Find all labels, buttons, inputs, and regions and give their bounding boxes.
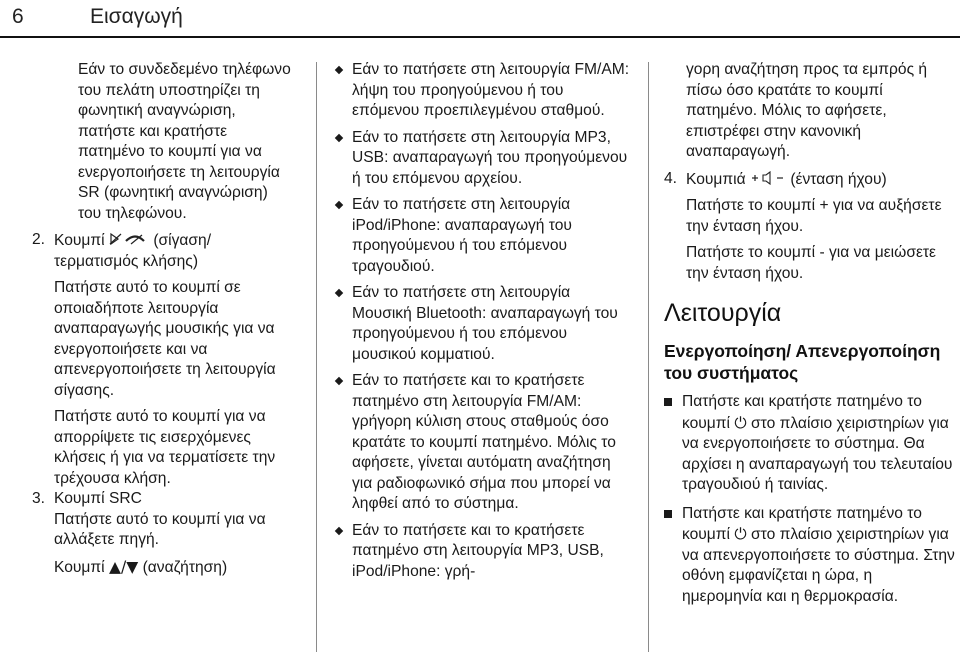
list-item: Πατήστε και κρατήστε πατημένο το κουμπί ⏻ στο πλαίσιο χειριστηρίων για να ενεργοποιήσετε το σύστημα. Θα αρχίσει η αναπαραγωγή του τελευταίου τραγουδιού ή ταινίας. <box>664 392 956 496</box>
list-item: Εάν το πατήσετε στη λειτουργία MP3, USB: αναπαραγωγή του προηγούμενου ή του επόμενου αρχείου. <box>336 128 632 190</box>
square-bullet-icon <box>664 398 672 406</box>
intro-paragraph: Εάν το συνδεδεμένο τηλέφωνο του πελάτη υποστηρίζει τη φωνητική αναγνώριση, πατήστε και κρατήστε πατημένο το κουμπί για να ενεργοποιήσετε τη λειτουργία SR (φωνητική αναγνώριση) του τηλεφώνου. <box>78 61 291 222</box>
volume-plus-minus-icon <box>750 169 786 190</box>
page-number: 6 <box>12 5 24 28</box>
column-divider-1 <box>316 62 317 652</box>
chapter-title: Εισαγωγή <box>90 5 183 28</box>
seek-continuation: γορη αναζήτηση προς τα εμπρός ή πίσω όσο κρατάτε το κουμπί πατημένο. Μόλις το αφήσετε, επιστρέφει στην κανονική αναπαραγωγή. <box>686 61 928 160</box>
list-item: Εάν το πατήσετε και το κρατήσετε πατημένο στη λειτουργία MP3, USB, iPod/iPhone: γρή- <box>336 521 632 583</box>
item-3-paragraph-2: Κουμπί ▲/▼ (αναζήτηση) <box>54 557 228 576</box>
item-4-paragraph-2: Πατήστε το κουμπί - για να μειώσετε την ένταση ήχου. <box>686 244 937 282</box>
diamond-bullet-icon <box>335 526 343 534</box>
diamond-bullet-icon <box>335 377 343 385</box>
diamond-bullet-icon <box>335 66 343 74</box>
diamond-bullet-icon <box>335 133 343 141</box>
column-divider-2 <box>648 62 649 652</box>
column-3 <box>664 60 956 615</box>
item-2-paragraph-1: Πατήστε αυτό το κουμπί σε οποιαδήποτε λειτουργία αναπαραγωγής μουσικής για να ενεργοποιήσετε και να απενεργοποιήσετε τη λειτουργία σίγασης. <box>54 279 276 399</box>
diamond-bullet-icon <box>335 201 343 209</box>
column-1 <box>32 60 294 578</box>
list-item: Εάν το πατήσετε στη λειτουργία iPod/iPhone: αναπαραγωγή του προηγούμενου ή του επόμενου τραγουδιού. <box>336 195 632 277</box>
list-item: Εάν το πατήσετε και το κρατήσετε πατημένο στη λειτουργία FM/AM: γρήγορη κύλιση στους σταθμούς όσο κρατάτε το κουμπί πατημένο. Μόλις το αφήσετε, γίνεται αυτόματη αναζήτηση για ραδιοφωνικό σήμα που μπορεί να ληφθεί από το σύστημα. <box>336 371 632 515</box>
list-item: Εάν το πατήσετε στη λειτουργία Μουσική Bluetooth: αναπαραγωγή του προηγούμενου ή του επόμενου μουσικού κομματιού. <box>336 283 632 365</box>
power-icon: ⏻ <box>734 525 747 543</box>
item-4-heading: 4. Κουμπιά (ένταση ήχου) <box>664 169 887 188</box>
header-rule <box>0 36 960 38</box>
power-icon: ⏻ <box>734 413 747 432</box>
list-item: Πατήστε και κρατήστε πατημένο το κουμπί ⏻ στο πλαίσιο χειριστηρίων για να απενεργοποιήσετε το σύστημα. Στην οθόνη εμφανίζεται η ώρα, η ημερομηνία και η θερμοκρασία. <box>664 504 956 608</box>
square-bullet-icon <box>664 510 672 518</box>
section-title: Λειτουργία <box>664 299 782 327</box>
item-2-heading: 2. Κουμπί (σίγαση/τερματισμός κλήσης) <box>32 231 212 270</box>
list-item: Εάν το πατήσετε στη λειτουργία FM/AM: λήψη του προηγούμενου ή του επόμενου προεπιλεγμένου σταθμού. <box>336 60 632 122</box>
item-3-paragraph-1: Πατήστε αυτό το κουμπί για να αλλάξετε πηγή. <box>54 510 266 548</box>
item-2-paragraph-2: Πατήστε αυτό το κουμπί για να απορρίψετε τις εισερχόμενες κλήσεις ή για να τερματίσετε την τρέχουσα κλήση. <box>54 408 276 487</box>
subsection-title: Ενεργοποίηση/ Απενεργοποίηση του συστήματος <box>664 341 941 383</box>
mute-end-call-icon <box>109 230 149 251</box>
seek-up-down-icon: ▲/▼ <box>108 557 139 576</box>
diamond-bullet-icon <box>335 289 343 297</box>
item-4-paragraph-1: Πατήστε το κουμπί + για να αυξήσετε την ένταση ήχου. <box>686 197 942 235</box>
column-2 <box>336 60 632 588</box>
page-header <box>0 0 960 38</box>
item-3-heading: 3. Κουμπί SRC <box>32 490 142 507</box>
